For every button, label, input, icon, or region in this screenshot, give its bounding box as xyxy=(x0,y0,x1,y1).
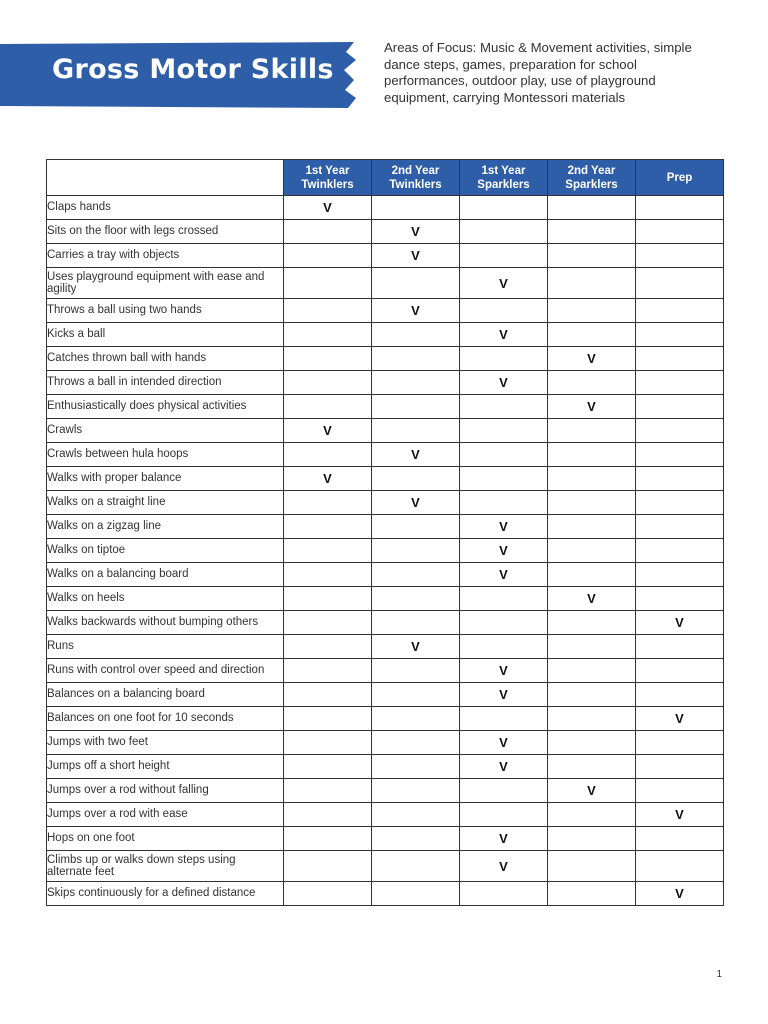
skill-label: Crawls between hula hoops xyxy=(47,443,284,467)
skill-label: Jumps over a rod without falling xyxy=(47,779,284,803)
skill-label: Jumps over a rod with ease xyxy=(47,803,284,827)
skill-label: Walks on a zigzag line xyxy=(47,515,284,539)
mark-cell xyxy=(548,395,636,419)
mark-cell xyxy=(372,299,460,323)
mark-cell xyxy=(284,395,372,419)
mark-cell xyxy=(636,707,724,731)
skill-label: Runs with control over speed and direction xyxy=(47,659,284,683)
mark-cell xyxy=(284,611,372,635)
mark-cell xyxy=(548,268,636,299)
check-mark: V xyxy=(499,831,508,846)
mark-cell xyxy=(636,587,724,611)
check-mark: V xyxy=(411,447,420,462)
check-mark: V xyxy=(499,327,508,342)
table-row xyxy=(47,371,724,395)
skill-label: Kicks a ball xyxy=(47,323,284,347)
areas-of-focus: Areas of Focus: Music & Movement activities, simple dance steps, games, preparation for school performances, outdoor play, use of playground equipment, carrying Montessori materials xyxy=(384,40,692,105)
mark-cell xyxy=(548,851,636,882)
check-mark: V xyxy=(411,224,420,239)
table-row xyxy=(47,683,724,707)
table-row xyxy=(47,196,724,220)
mark-cell xyxy=(284,755,372,779)
mark-cell xyxy=(636,443,724,467)
mark-cell xyxy=(460,443,548,467)
mark-cell xyxy=(460,659,548,683)
check-mark: V xyxy=(499,543,508,558)
mark-cell xyxy=(372,882,460,906)
mark-cell xyxy=(636,635,724,659)
check-mark: V xyxy=(675,711,684,726)
mark-cell xyxy=(548,467,636,491)
check-mark: V xyxy=(587,351,596,366)
check-mark: V xyxy=(499,375,508,390)
mark-cell xyxy=(284,220,372,244)
skill-label: Runs xyxy=(47,635,284,659)
mark-cell xyxy=(372,707,460,731)
table-row xyxy=(47,851,724,882)
mark-cell xyxy=(460,882,548,906)
mark-cell xyxy=(372,323,460,347)
skills-table xyxy=(46,159,724,906)
mark-cell xyxy=(636,515,724,539)
mark-cell xyxy=(636,419,724,443)
mark-cell xyxy=(372,419,460,443)
mark-cell xyxy=(372,467,460,491)
mark-cell xyxy=(460,563,548,587)
mark-cell xyxy=(284,707,372,731)
mark-cell xyxy=(284,491,372,515)
mark-cell xyxy=(460,587,548,611)
check-mark: V xyxy=(411,248,420,263)
check-mark: V xyxy=(499,275,508,291)
mark-cell xyxy=(372,827,460,851)
mark-cell xyxy=(548,515,636,539)
check-mark: V xyxy=(323,423,332,438)
mark-cell xyxy=(636,539,724,563)
mark-cell xyxy=(548,707,636,731)
mark-cell xyxy=(636,659,724,683)
mark-cell xyxy=(372,779,460,803)
check-mark: V xyxy=(411,495,420,510)
mark-cell xyxy=(548,244,636,268)
table-row xyxy=(47,755,724,779)
table-row xyxy=(47,587,724,611)
mark-cell xyxy=(636,611,724,635)
column-header: 2nd Year Sparklers xyxy=(548,160,636,196)
check-mark: V xyxy=(499,858,508,874)
mark-cell xyxy=(548,827,636,851)
skill-label: Skips continuously for a defined distance xyxy=(47,882,284,906)
mark-cell xyxy=(460,635,548,659)
mark-cell xyxy=(372,268,460,299)
mark-cell xyxy=(372,803,460,827)
mark-cell xyxy=(372,491,460,515)
column-header: 1st Year Sparklers xyxy=(460,160,548,196)
mark-cell xyxy=(284,779,372,803)
mark-cell xyxy=(636,755,724,779)
table-row xyxy=(47,731,724,755)
table-row xyxy=(47,268,724,299)
mark-cell xyxy=(460,779,548,803)
mark-cell xyxy=(372,220,460,244)
table-row xyxy=(47,443,724,467)
skill-label: Sits on the floor with legs crossed xyxy=(47,220,284,244)
mark-cell xyxy=(548,347,636,371)
mark-cell xyxy=(460,611,548,635)
mark-cell xyxy=(284,196,372,220)
skill-label: Throws a ball in intended direction xyxy=(47,371,284,395)
mark-cell xyxy=(460,707,548,731)
mark-cell xyxy=(460,803,548,827)
mark-cell xyxy=(636,827,724,851)
mark-cell xyxy=(372,587,460,611)
mark-cell xyxy=(284,515,372,539)
mark-cell xyxy=(636,803,724,827)
column-header: 1st Year Twinklers xyxy=(284,160,372,196)
mark-cell xyxy=(548,563,636,587)
mark-cell xyxy=(636,268,724,299)
table-header-row xyxy=(47,160,724,196)
mark-cell xyxy=(284,683,372,707)
skill-label: Walks on heels xyxy=(47,587,284,611)
check-mark: V xyxy=(499,663,508,678)
mark-cell xyxy=(548,323,636,347)
mark-cell xyxy=(460,755,548,779)
mark-cell xyxy=(284,587,372,611)
mark-cell xyxy=(548,491,636,515)
check-mark: V xyxy=(587,783,596,798)
mark-cell xyxy=(636,395,724,419)
check-mark: V xyxy=(499,567,508,582)
table-row xyxy=(47,707,724,731)
mark-cell xyxy=(460,299,548,323)
skill-label: Crawls xyxy=(47,419,284,443)
mark-cell xyxy=(372,731,460,755)
check-mark: V xyxy=(675,615,684,630)
mark-cell xyxy=(284,635,372,659)
mark-cell xyxy=(548,803,636,827)
mark-cell xyxy=(460,851,548,882)
mark-cell xyxy=(548,371,636,395)
mark-cell xyxy=(372,659,460,683)
table-row xyxy=(47,323,724,347)
page-title: Gross Motor Skills xyxy=(52,54,334,85)
mark-cell xyxy=(460,491,548,515)
mark-cell xyxy=(284,827,372,851)
table-corner xyxy=(47,160,284,196)
check-mark: V xyxy=(587,399,596,414)
mark-cell xyxy=(284,323,372,347)
table-row xyxy=(47,347,724,371)
skill-label: Walks on a straight line xyxy=(47,491,284,515)
mark-cell xyxy=(372,611,460,635)
mark-cell xyxy=(636,779,724,803)
check-mark: V xyxy=(587,591,596,606)
mark-cell xyxy=(372,635,460,659)
mark-cell xyxy=(372,539,460,563)
mark-cell xyxy=(284,467,372,491)
mark-cell xyxy=(548,683,636,707)
skill-label: Walks on a balancing board xyxy=(47,563,284,587)
skill-label: Carries a tray with objects xyxy=(47,244,284,268)
mark-cell xyxy=(548,611,636,635)
check-mark: V xyxy=(675,807,684,822)
mark-cell xyxy=(372,443,460,467)
mark-cell xyxy=(284,659,372,683)
mark-cell xyxy=(372,395,460,419)
check-mark: V xyxy=(499,735,508,750)
mark-cell xyxy=(460,827,548,851)
table-row xyxy=(47,882,724,906)
mark-cell xyxy=(548,196,636,220)
mark-cell xyxy=(548,539,636,563)
table-row xyxy=(47,419,724,443)
mark-cell xyxy=(460,323,548,347)
mark-cell xyxy=(284,731,372,755)
skills-table-body xyxy=(47,196,724,906)
table-row xyxy=(47,491,724,515)
mark-cell xyxy=(636,196,724,220)
mark-cell xyxy=(460,196,548,220)
mark-cell xyxy=(636,467,724,491)
skill-label: Uses playground equipment with ease and agility xyxy=(47,268,284,299)
mark-cell xyxy=(548,220,636,244)
mark-cell xyxy=(284,299,372,323)
mark-cell xyxy=(460,683,548,707)
mark-cell xyxy=(548,882,636,906)
check-mark: V xyxy=(323,471,332,486)
mark-cell xyxy=(372,851,460,882)
page-number: 1 xyxy=(716,969,722,980)
mark-cell xyxy=(284,244,372,268)
mark-cell xyxy=(636,731,724,755)
mark-cell xyxy=(636,299,724,323)
mark-cell xyxy=(548,299,636,323)
mark-cell xyxy=(548,659,636,683)
skill-label: Walks on tiptoe xyxy=(47,539,284,563)
mark-cell xyxy=(284,563,372,587)
column-header: 2nd Year Twinklers xyxy=(372,160,460,196)
skill-label: Jumps with two feet xyxy=(47,731,284,755)
table-row xyxy=(47,659,724,683)
table-row xyxy=(47,827,724,851)
mark-cell xyxy=(372,196,460,220)
table-row xyxy=(47,395,724,419)
mark-cell xyxy=(460,539,548,563)
mark-cell xyxy=(460,419,548,443)
mark-cell xyxy=(284,268,372,299)
skill-label: Hops on one foot xyxy=(47,827,284,851)
table-row xyxy=(47,563,724,587)
mark-cell xyxy=(548,587,636,611)
mark-cell xyxy=(372,244,460,268)
skill-label: Jumps off a short height xyxy=(47,755,284,779)
mark-cell xyxy=(284,851,372,882)
title-banner xyxy=(0,42,360,108)
mark-cell xyxy=(548,779,636,803)
table-row xyxy=(47,220,724,244)
check-mark: V xyxy=(499,687,508,702)
mark-cell xyxy=(284,539,372,563)
mark-cell xyxy=(548,635,636,659)
mark-cell xyxy=(372,755,460,779)
check-mark: V xyxy=(411,639,420,654)
skill-label: Catches thrown ball with hands xyxy=(47,347,284,371)
mark-cell xyxy=(372,371,460,395)
table-row xyxy=(47,467,724,491)
table-row xyxy=(47,515,724,539)
mark-cell xyxy=(636,244,724,268)
skill-label: Balances on one foot for 10 seconds xyxy=(47,707,284,731)
mark-cell xyxy=(284,443,372,467)
mark-cell xyxy=(636,563,724,587)
check-mark: V xyxy=(323,200,332,215)
skill-label: Climbs up or walks down steps using alternate feet xyxy=(47,851,284,882)
check-mark: V xyxy=(675,886,684,901)
check-mark: V xyxy=(499,519,508,534)
skill-label: Claps hands xyxy=(47,196,284,220)
mark-cell xyxy=(460,395,548,419)
skill-label: Enthusiastically does physical activities xyxy=(47,395,284,419)
table-row xyxy=(47,635,724,659)
mark-cell xyxy=(460,515,548,539)
mark-cell xyxy=(372,563,460,587)
mark-cell xyxy=(460,371,548,395)
mark-cell xyxy=(636,347,724,371)
table-row xyxy=(47,299,724,323)
table-row xyxy=(47,244,724,268)
mark-cell xyxy=(548,731,636,755)
mark-cell xyxy=(548,419,636,443)
mark-cell xyxy=(284,419,372,443)
mark-cell xyxy=(548,755,636,779)
mark-cell xyxy=(372,683,460,707)
mark-cell xyxy=(636,371,724,395)
skill-label: Balances on a balancing board xyxy=(47,683,284,707)
mark-cell xyxy=(460,467,548,491)
mark-cell xyxy=(460,268,548,299)
column-header: Prep xyxy=(636,160,724,196)
mark-cell xyxy=(284,371,372,395)
mark-cell xyxy=(460,244,548,268)
mark-cell xyxy=(636,491,724,515)
skill-label: Walks backwards without bumping others xyxy=(47,611,284,635)
skill-label: Walks with proper balance xyxy=(47,467,284,491)
mark-cell xyxy=(284,347,372,371)
mark-cell xyxy=(372,515,460,539)
mark-cell xyxy=(284,882,372,906)
mark-cell xyxy=(548,443,636,467)
mark-cell xyxy=(636,220,724,244)
table-row xyxy=(47,539,724,563)
mark-cell xyxy=(636,323,724,347)
mark-cell xyxy=(636,882,724,906)
mark-cell xyxy=(460,347,548,371)
check-mark: V xyxy=(411,303,420,318)
mark-cell xyxy=(460,220,548,244)
check-mark: V xyxy=(499,759,508,774)
mark-cell xyxy=(460,731,548,755)
table-row xyxy=(47,779,724,803)
skill-label: Throws a ball using two hands xyxy=(47,299,284,323)
mark-cell xyxy=(636,683,724,707)
mark-cell xyxy=(284,803,372,827)
mark-cell xyxy=(372,347,460,371)
table-row xyxy=(47,611,724,635)
table-row xyxy=(47,803,724,827)
mark-cell xyxy=(636,851,724,882)
